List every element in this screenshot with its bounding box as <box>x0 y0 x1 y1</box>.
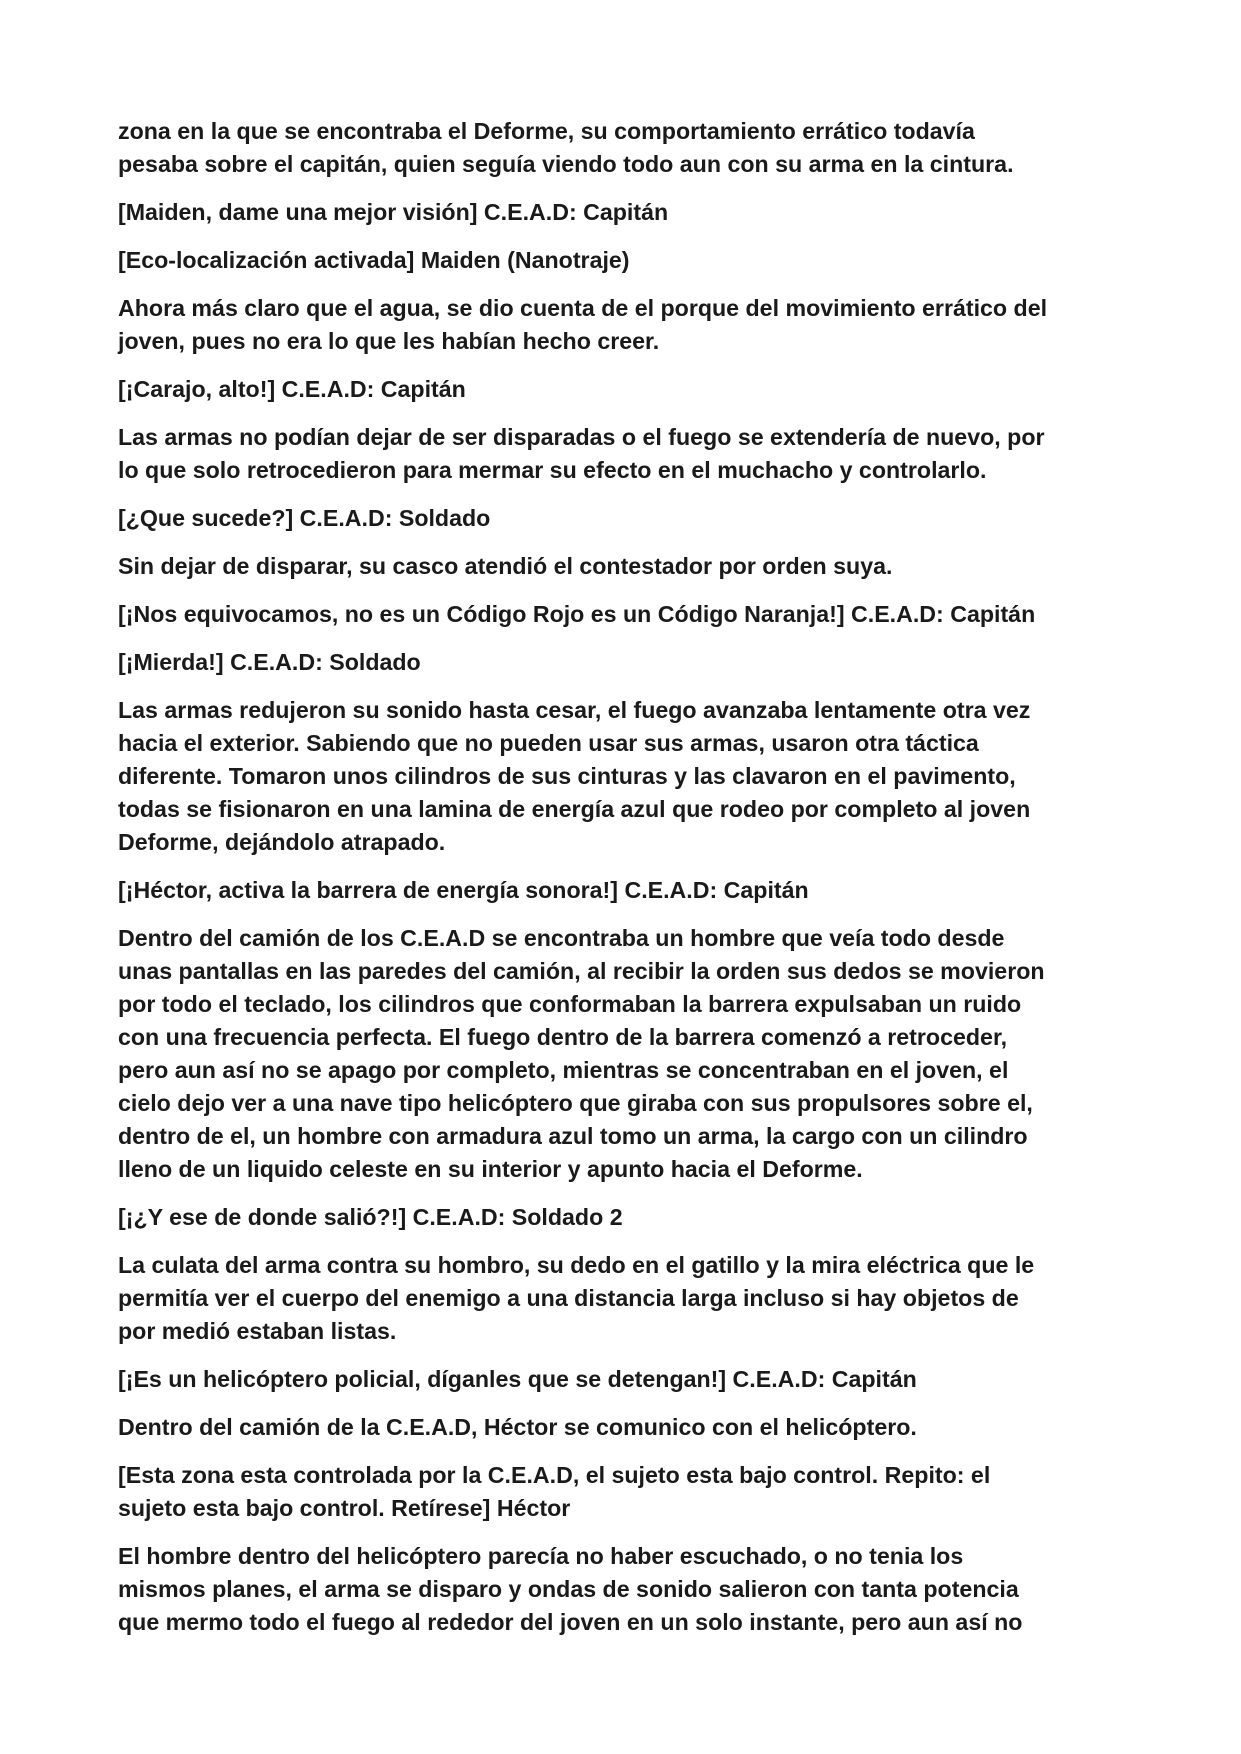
dialogue-line: [Esta zona esta controlada por la C.E.A.D, el sujeto esta bajo control. Repito: el sujeto esta bajo control. Retírese] Héctor <box>118 1462 991 1521</box>
narration-paragraph: Dentro del camión de la C.E.A.D, Héctor se comunico con el helicóptero. <box>118 1414 917 1440</box>
narration-paragraph: Las armas redujeron su sonido hasta cesar, el fuego avanzaba lentamente otra vez hacia el exterior. Sabiendo que no pueden usar sus armas, usaron otra táctica diferente. Tomaron unos cilindros de sus cinturas y las clavaron en el pavimento, todas se fisionaron en una lamina de energía azul que rodeo por completo al joven Deforme, dejándolo atrapado. <box>118 697 1031 855</box>
dialogue-line: [Maiden, dame una mejor visión] C.E.A.D: Capitán <box>118 199 669 225</box>
dialogue-line: [Eco-localización activada] Maiden (Nanotraje) <box>118 247 630 273</box>
narration-paragraph: Ahora más claro que el agua, se dio cuenta de el porque del movimiento errático del joven, pues no era lo que les habían hecho creer. <box>118 295 1048 354</box>
dialogue-line: [¡Mierda!] C.E.A.D: Soldado <box>118 649 421 675</box>
dialogue-line: [¡¿Y ese de donde salió?!] C.E.A.D: Soldado 2 <box>118 1204 623 1230</box>
narration-paragraph: Sin dejar de disparar, su casco atendió el contestador por orden suya. <box>118 553 893 579</box>
dialogue-line: [¡Carajo, alto!] C.E.A.D: Capitán <box>118 376 466 402</box>
narration-paragraph: La culata del arma contra su hombro, su dedo en el gatillo y la mira eléctrica que le permitía ver el cuerpo del enemigo a una distancia larga incluso si hay objetos de por medió estaban listas. <box>118 1252 1035 1344</box>
dialogue-line: [¡Héctor, activa la barrera de energía sonora!] C.E.A.D: Capitán <box>118 877 809 903</box>
narration-paragraph: Las armas no podían dejar de ser disparadas o el fuego se extendería de nuevo, por lo que solo retrocedieron para mermar su efecto en el muchacho y controlarlo. <box>118 424 1045 483</box>
document-page <box>118 115 1138 1654</box>
narration-paragraph: zona en la que se encontraba el Deforme, su comportamiento errático todavía pesaba sobre el capitán, quien seguía viendo todo aun con su arma en la cintura. <box>118 118 1014 177</box>
dialogue-line: [¡Es un helicóptero policial, díganles que se detengan!] C.E.A.D: Capitán <box>118 1366 917 1392</box>
narration-paragraph: Dentro del camión de los C.E.A.D se encontraba un hombre que veía todo desde unas pantallas en las paredes del camión, al recibir la orden sus dedos se movieron por todo el teclado, los cilindros que conformaban la barrera expulsaban un ruido con una frecuencia perfecta. El fuego dentro de la barrera comenzó a retroceder, pero aun así no se apago por completo, mientras se concentraban en el joven, el cielo dejo ver a una nave tipo helicóptero que giraba con sus propulsores sobre el, dentro de el, un hombre con armadura azul tomo un arma, la cargo con un cilindro lleno de un liquido celeste en su interior y apunto hacia el Deforme. <box>118 925 1045 1182</box>
dialogue-line: [¡Nos equivocamos, no es un Código Rojo es un Código Naranja!] C.E.A.D: Capitán <box>118 601 1036 627</box>
dialogue-line: [¿Que sucede?] C.E.A.D: Soldado <box>118 505 491 531</box>
narration-paragraph: El hombre dentro del helicóptero parecía no haber escuchado, o no tenia los mismos planes, el arma se disparo y ondas de sonido salieron con tanta potencia que mermo todo el fuego al rededor del joven en un solo instante, pero aun así no <box>118 1543 1023 1635</box>
